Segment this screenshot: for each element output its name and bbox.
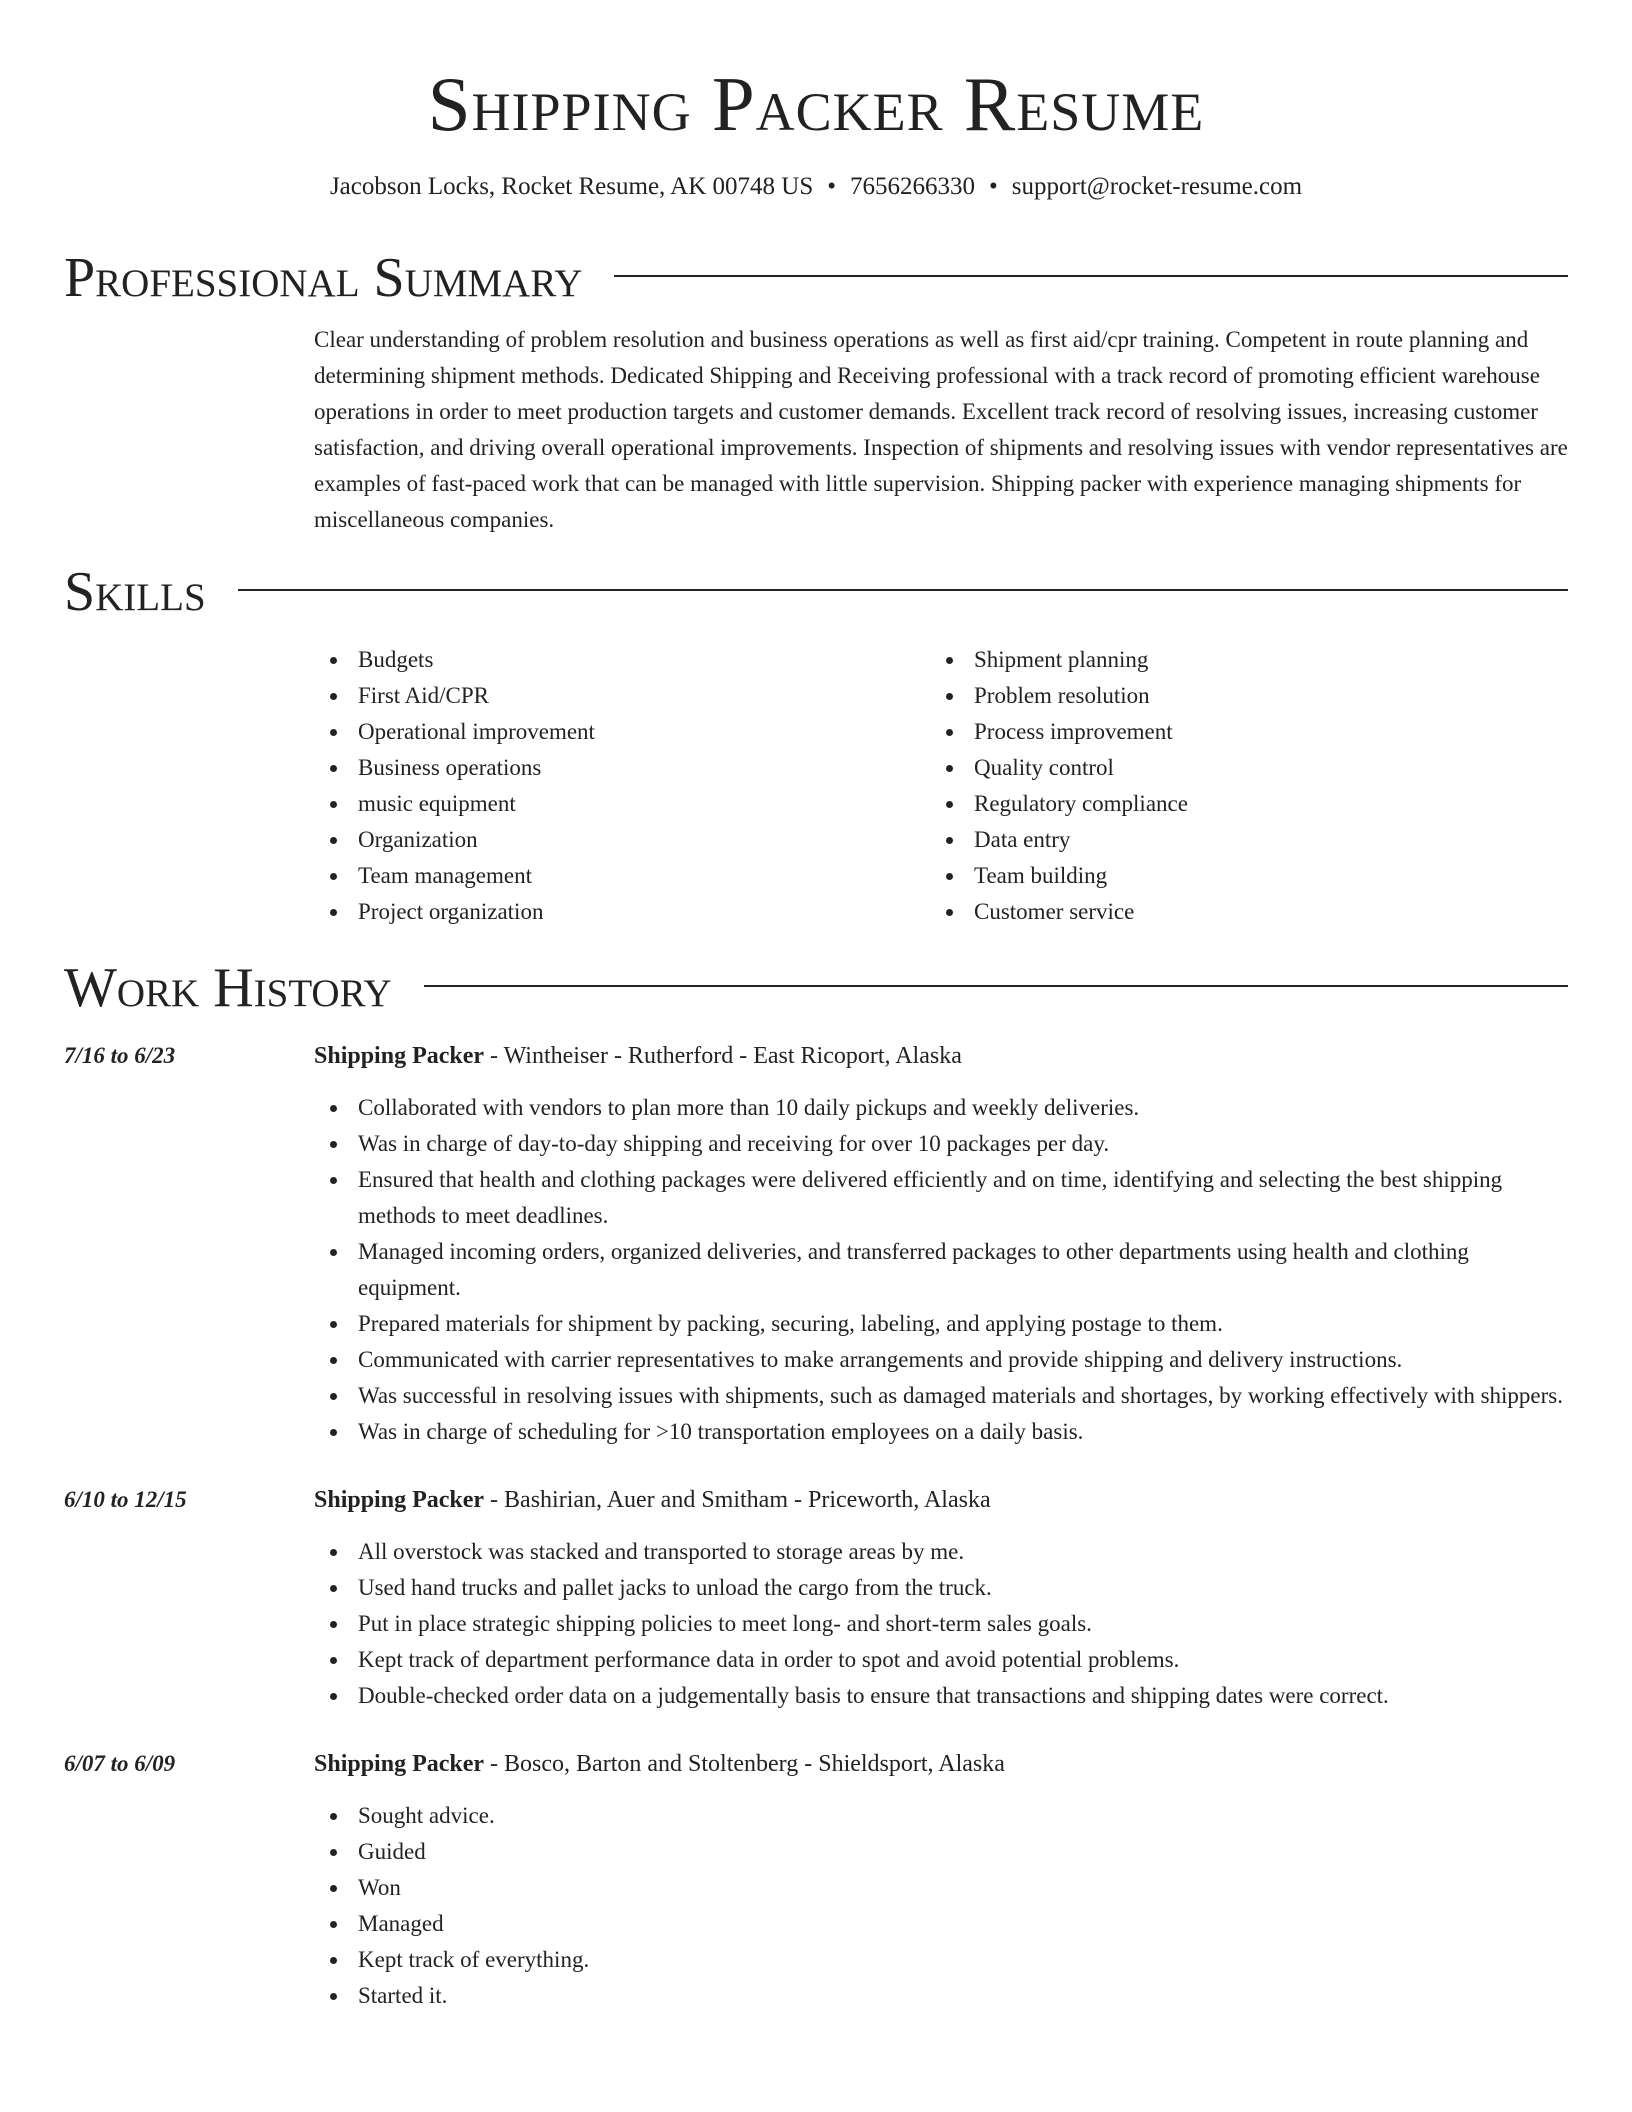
section-divider (614, 275, 1568, 277)
job-bullets (314, 1798, 1568, 2014)
contact-address: Jacobson Locks, Rocket Resume, AK 00748 US (329, 173, 814, 200)
job-bullets (314, 1090, 1568, 1450)
job-title: Shipping Packer (314, 1751, 485, 1777)
job-bullet: Kept track of department performance data in order to spot and avoid potential problems. (314, 1642, 1568, 1678)
job-bullet: Won (314, 1870, 1568, 1906)
job-bullet: Managed incoming orders, organized deliveries, and transferred packages to other departments using health and clothing equipment. (314, 1234, 1568, 1306)
job-bullet: Collaborated with vendors to plan more than 10 daily pickups and weekly deliveries. (314, 1090, 1568, 1126)
skill-item: music equipment (314, 786, 930, 822)
skill-item: Team management (314, 858, 930, 894)
job-bullet: All overstock was stacked and transported to storage areas by me. (314, 1534, 1568, 1570)
job-details: - Wintheiser - Rutherford - East Ricoport, Alaska (484, 1043, 962, 1069)
job-bullet: Was in charge of scheduling for >10 transportation employees on a daily basis. (314, 1414, 1568, 1450)
summary-text: Clear understanding of problem resolution and business operations as well as first aid/cpr training. Competent in route planning and determining shipment methods. Dedicated Shipping and Receiving professional with a track record of promoting efficient warehouse operations in order to meet production targets and customer demands. Excellent track record of resolving issues, increasing customer satisfaction, and driving overall operational improvements. Inspection of shipments and resolving issues with vendor representatives are examples of fast-paced work that can be managed with little supervision. Shipping packer with experience managing shipments for miscellaneous companies. (314, 327, 1568, 532)
job-entry (64, 1746, 1568, 2014)
contact-email: support@rocket-resume.com (1011, 173, 1303, 200)
resume-title: Shipping Packer Resume (427, 61, 1205, 147)
summary-heading: Professional Summary (64, 247, 583, 309)
job-header (314, 1746, 1568, 1782)
job-title: Shipping Packer (314, 1043, 485, 1069)
job-dates: 6/10 to 12/15 (64, 1487, 187, 1512)
summary-section-header (64, 246, 1568, 310)
job-bullets (314, 1534, 1568, 1714)
job-dates: 6/07 to 6/09 (64, 1751, 176, 1776)
skills-heading: Skills (64, 561, 206, 623)
work-section-header (64, 956, 1568, 1020)
job-bullet: Sought advice. (314, 1798, 1568, 1834)
job-bullet: Communicated with carrier representatives to make arrangements and provide shipping and delivery instructions. (314, 1342, 1568, 1378)
contact-phone: 7656266330 (850, 173, 975, 200)
skill-item: Process improvement (930, 714, 1546, 750)
work-heading: Work History (64, 957, 392, 1019)
job-dates: 7/16 to 6/23 (64, 1043, 176, 1068)
skill-item: Shipment planning (930, 642, 1546, 678)
job-bullet: Prepared materials for shipment by packing, securing, labeling, and applying postage to them. (314, 1306, 1568, 1342)
job-bullet: Started it. (314, 1978, 1568, 2014)
skill-item: Regulatory compliance (930, 786, 1546, 822)
skills-list (314, 642, 1568, 930)
job-entry (64, 1482, 1568, 1714)
contact-separator: • (827, 173, 836, 200)
skill-item: Business operations (314, 750, 930, 786)
job-header (314, 1038, 1568, 1074)
job-title: Shipping Packer (314, 1487, 485, 1513)
skill-item: Organization (314, 822, 930, 858)
job-bullet: Was in charge of day-to-day shipping and receiving for over 10 packages per day. (314, 1126, 1568, 1162)
skills-column-right (930, 642, 1546, 930)
job-bullet: Was successful in resolving issues with shipments, such as damaged materials and shortages, by working effectively with shippers. (314, 1378, 1568, 1414)
job-bullet: Double-checked order data on a judgementally basis to ensure that transactions and shipping dates were correct. (314, 1678, 1568, 1714)
contact-separator: • (989, 173, 998, 200)
job-bullet: Managed (314, 1906, 1568, 1942)
skill-item: Budgets (314, 642, 930, 678)
job-details: - Bashirian, Auer and Smitham - Priceworth, Alaska (484, 1487, 991, 1513)
skill-item: Problem resolution (930, 678, 1546, 714)
job-details: - Bosco, Barton and Stoltenberg - Shieldsport, Alaska (484, 1751, 1005, 1777)
job-bullet: Put in place strategic shipping policies to meet long- and short-term sales goals. (314, 1606, 1568, 1642)
job-bullet: Guided (314, 1834, 1568, 1870)
section-divider (424, 985, 1568, 987)
skill-item: Project organization (314, 894, 930, 930)
contact-line (64, 170, 1568, 204)
skills-column-left (314, 642, 930, 930)
skill-item: Customer service (930, 894, 1546, 930)
skill-item: Quality control (930, 750, 1546, 786)
skill-item: Data entry (930, 822, 1546, 858)
skill-item: Team building (930, 858, 1546, 894)
skills-section-header (64, 560, 1568, 624)
job-header (314, 1482, 1568, 1518)
job-entry (64, 1038, 1568, 1450)
job-bullet: Used hand trucks and pallet jacks to unload the cargo from the truck. (314, 1570, 1568, 1606)
section-divider (238, 589, 1568, 591)
skill-item: First Aid/CPR (314, 678, 930, 714)
job-bullet: Kept track of everything. (314, 1942, 1568, 1978)
skill-item: Operational improvement (314, 714, 930, 750)
job-bullet: Ensured that health and clothing packages were delivered efficiently and on time, identifying and selecting the best shipping methods to meet deadlines. (314, 1162, 1568, 1234)
